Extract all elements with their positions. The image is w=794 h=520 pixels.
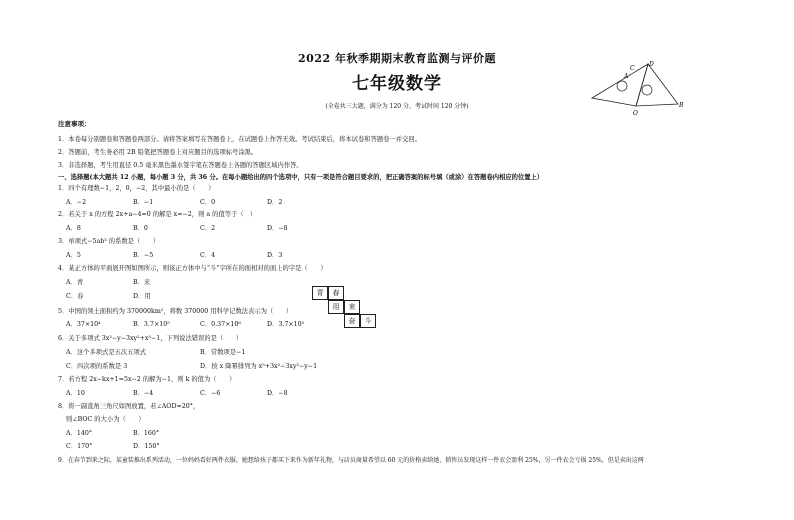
option: D．按 x 降幂排列为 x⁵+3x²−3xy²−y−1 (200, 363, 318, 370)
question-8-stem-2: 则∠BOC 的大小为（ ） (66, 416, 145, 423)
option: A．10 (66, 390, 85, 397)
label-d: D (649, 61, 654, 68)
option: D．3 (267, 252, 283, 259)
net-cell: 春 (328, 286, 344, 300)
notice-item-2: 2．答题前，考生务必用 2B 铅笔把答题卷上对应题目的选项标号涂黑。 (58, 149, 258, 156)
option: B．−4 (133, 390, 154, 397)
exam-title: 2022 年秋季期期末教育监测与评价题 (298, 52, 496, 65)
question-2: 2．若关于 x 的方程 2x+a−4=0 的解是 x=−2，则 a 的值等于（ ） (58, 211, 257, 218)
option: B．−1 (133, 199, 154, 206)
section-heading: 一、选择题(本大题共 12 小题，每小题 3 分，共 36 分。在每小题给出的四个选项中，只有一项是符合题目要求的，把正确答案的标号填（或涂）在答题卷内相应的位置上） (58, 174, 544, 181)
option: B．常数项是−1 (200, 349, 246, 356)
question-2-options (66, 225, 288, 233)
net-cell: 来 (344, 300, 360, 314)
question-5-options (66, 321, 304, 329)
question-3: 3．单项式−5ab³ 的系数是（ ） (58, 238, 160, 245)
option: D．用 (133, 293, 151, 300)
question-6: 6．关于多项式 3x²−y−3xy²+x⁵−1，下列说法错误的是（ ） (58, 335, 243, 342)
label-b: B (679, 102, 684, 109)
question-1: 1．四个有理数−1，2，0，−2，其中最小的是（ ） (58, 185, 215, 192)
question-6-options-row2 (66, 363, 317, 371)
option: B．0 (133, 225, 148, 232)
option: C．170° (66, 443, 93, 450)
option: B．160° (133, 430, 160, 437)
notice-heading: 注意事项： (58, 120, 91, 128)
option: A．8 (66, 225, 81, 232)
triangle-aoc (592, 64, 648, 106)
net-cell: 奋 (344, 314, 360, 328)
option: C．4 (200, 252, 216, 259)
question-5: 5．中国的领土面积约为 370000km²，将数 370000 用科学记数法表示为（ ） (58, 308, 293, 315)
triangle-dob (636, 64, 678, 106)
question-3-options (66, 252, 282, 260)
notice-item-3: 3．非选择题，考生用直径 0.5 毫米黑色墨水签字笔在答题卷上各题的答题区域内作答。 (58, 162, 303, 169)
question-7: 7．若方程 2x−kx+1=5x−2 的解为−1，则 k 的值为（ ） (58, 376, 236, 383)
question-7-options (66, 390, 288, 398)
label-c: C (630, 65, 635, 72)
net-cell: 斗 (360, 314, 376, 328)
question-8-options-row1 (66, 430, 159, 438)
option: B．来 (133, 279, 151, 286)
net-cell: 青 (312, 286, 328, 300)
net-cell: 用 (328, 300, 344, 314)
label-a: A (624, 73, 629, 80)
option: C．−6 (200, 390, 221, 397)
option: C．0 (200, 199, 216, 206)
option: D．−8 (267, 225, 288, 232)
question-9: 9．在春节到来之际，某童装推出系列活动，一位妈妈看好两件衣服，她想给孩子都买下来作为新年礼物，与店员商量希望以 60 元的价格卖给她，销售员发现这样一件衣会盈利 25%，另一件衣会亏损 25%，但是卖出这两 (58, 457, 644, 464)
notice-item-1: 1．本卷每分别题卷和答题卷两部分。请将答案填写在答题卷上，在试题卷上作答无效。考试结束后，将本试卷和答题卷一并交回。 (58, 136, 421, 143)
question-4-options-row1 (66, 279, 150, 287)
option: D．2 (267, 199, 283, 206)
option: D．3.7×10⁵ (267, 321, 305, 328)
option: A．青 (66, 279, 84, 286)
option: C．四次项的系数是 3 (66, 363, 128, 370)
question-8-options-row2 (66, 443, 160, 451)
exam-meta: (全卷共三大题，满分为 120 分，考试时间 120 分钟) (325, 103, 469, 110)
label-o: O (633, 110, 638, 116)
question-4-options-row2 (66, 293, 151, 301)
option: D．−8 (267, 390, 288, 397)
option: D．150° (133, 443, 160, 450)
circle-right (642, 85, 652, 95)
option: A．5 (66, 252, 81, 259)
question-8: 8．将一副直角三角尺如图放置，若∠AOD=20°， (58, 403, 200, 410)
question-6-options-row1 (66, 349, 245, 357)
option: A．140° (66, 430, 93, 437)
option: C．春 (66, 293, 84, 300)
question-4: 4．某正方体的平面展开图如图所示，则该正方体中与“斗”字所在的面相对的面上的字是（ ） (58, 265, 327, 272)
option: A．37×10⁴ (66, 321, 101, 328)
option: C．2 (200, 225, 216, 232)
option: C．0.37×10⁶ (200, 321, 241, 328)
exam-subtitle: 七年级数学 (352, 74, 442, 94)
question-1-options (66, 199, 282, 207)
option: B．3.7×10⁵ (133, 321, 170, 328)
option: B．−5 (133, 252, 154, 259)
option: A．这个多项式是五次五项式 (66, 349, 147, 356)
circle-left (617, 81, 627, 91)
triangle-ruler-figure (590, 58, 686, 116)
option: A．−2 (66, 199, 87, 206)
